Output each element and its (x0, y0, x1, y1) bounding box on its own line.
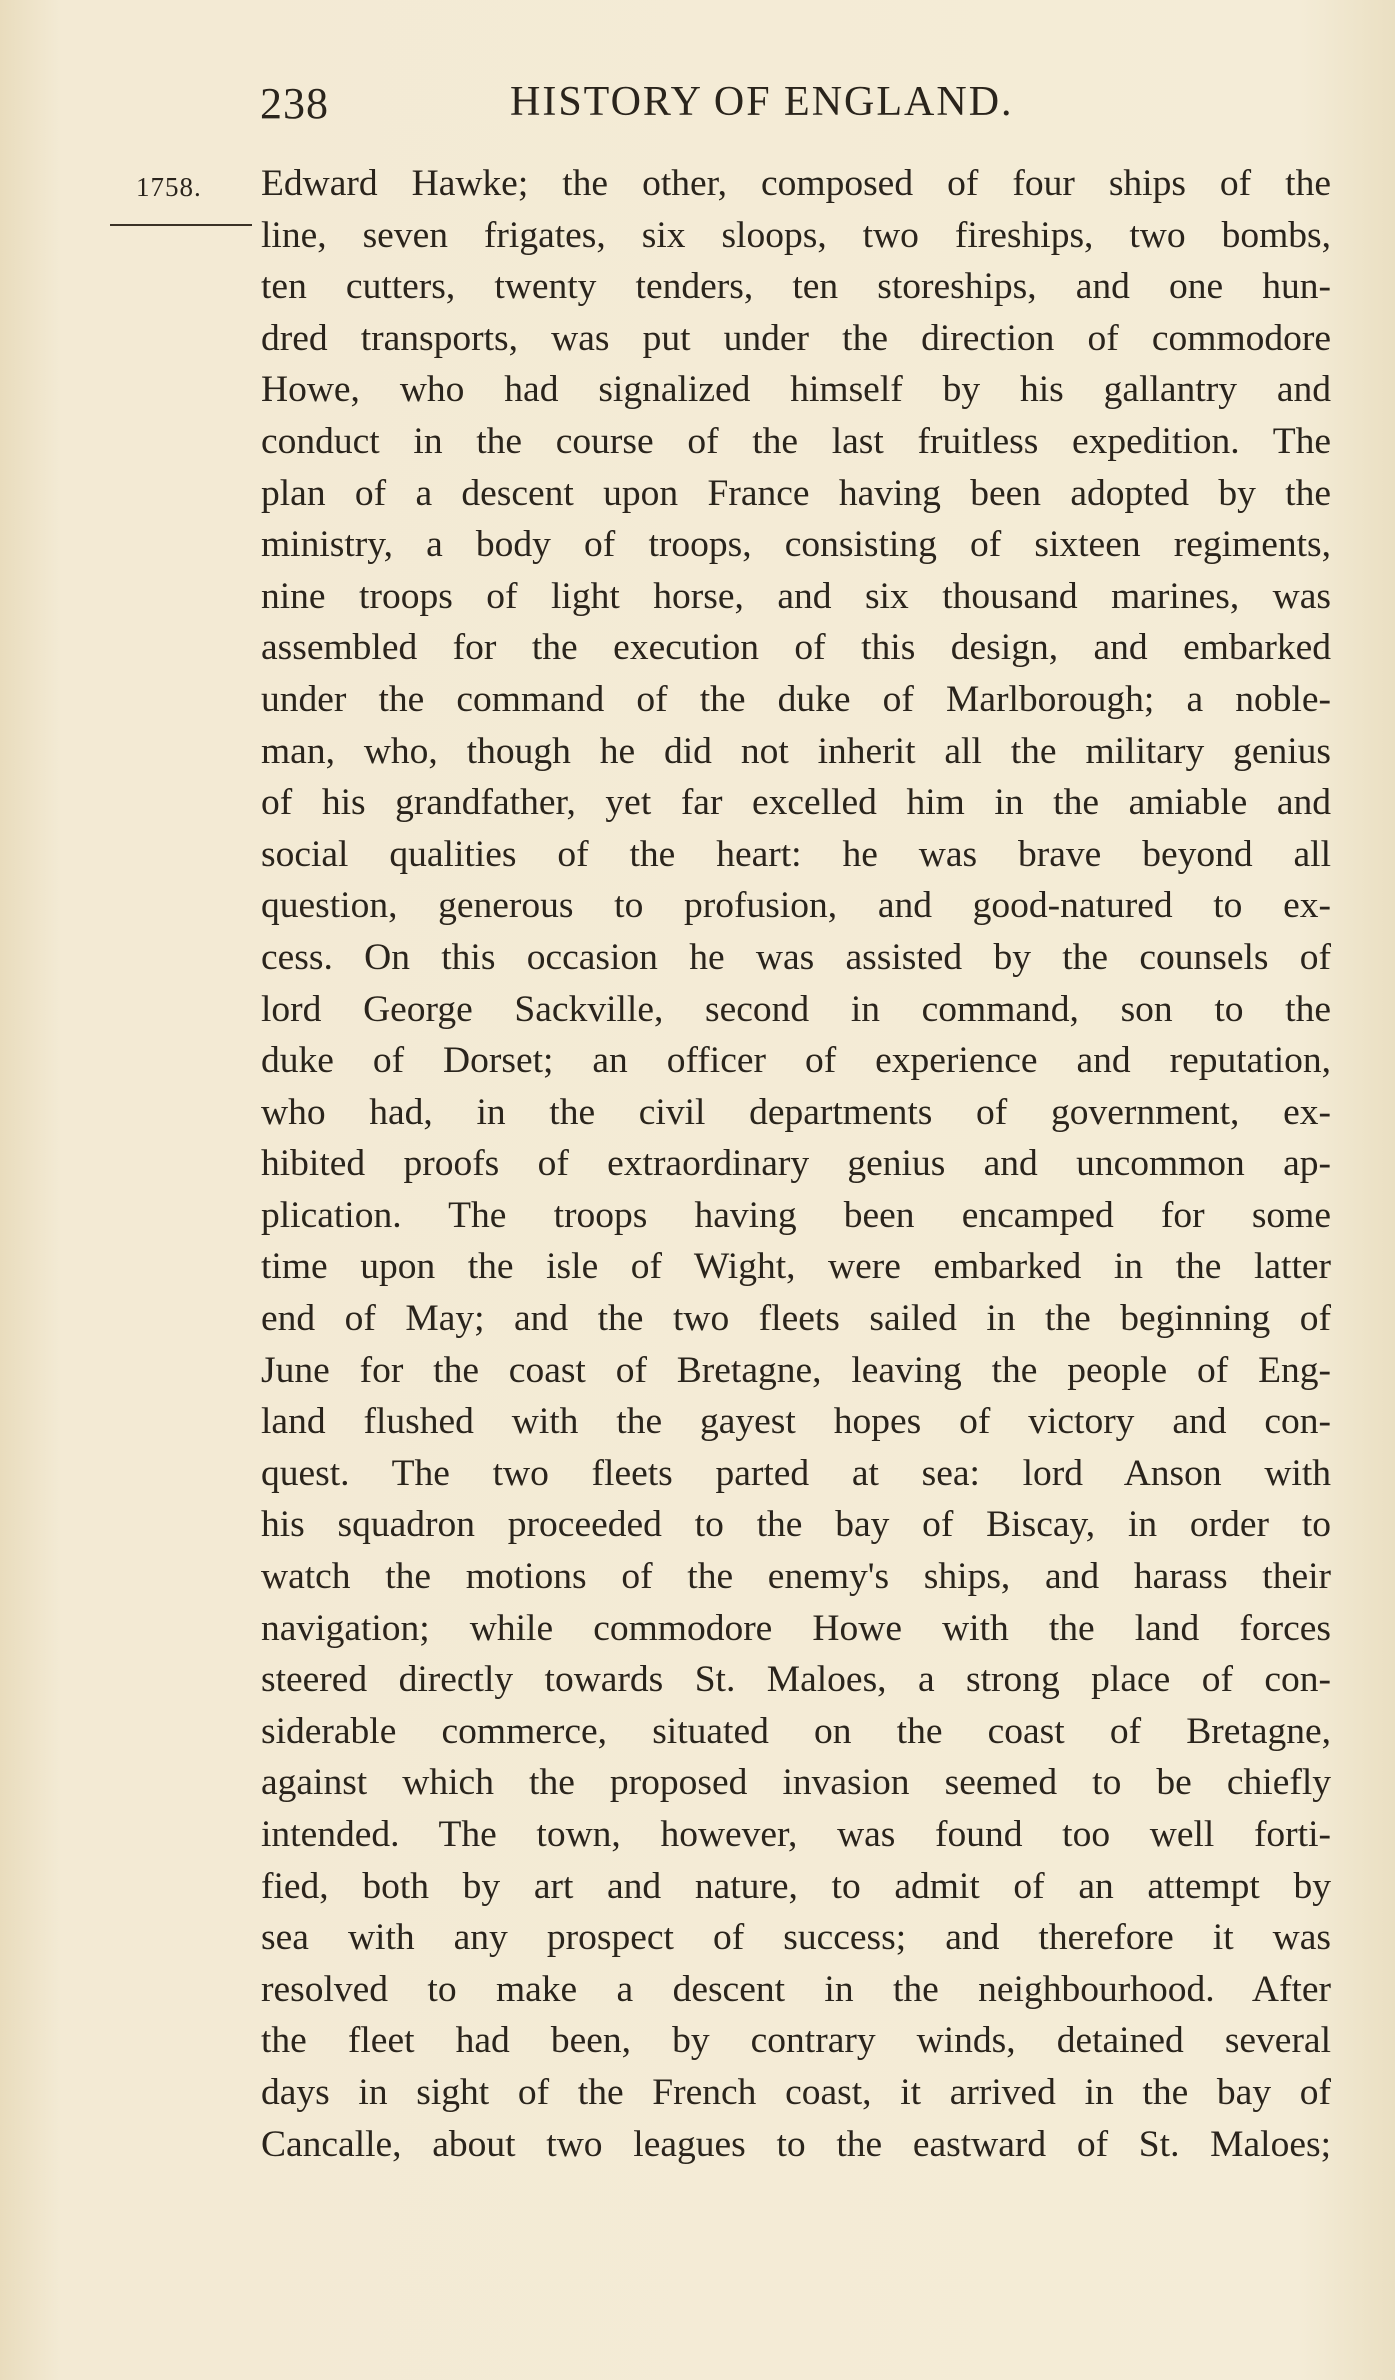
text-line: ministry, a body of troops, consisting of sixteen regiments, (261, 524, 1331, 566)
text-line: question, generous to profusion, and good-natured to ex- (261, 885, 1331, 927)
text-line: Howe, who had signalized himself by his gallantry and (261, 369, 1331, 411)
text-line: of his grandfather, yet far excelled him in the amiable and (261, 782, 1331, 824)
page-header (260, 78, 1120, 128)
text-line: who had, in the civil departments of government, ex- (261, 1091, 1331, 1133)
text-line: dred transports, was put under the direction of commodore (261, 317, 1331, 359)
text-line: steered directly towards St. Maloes, a strong place of con- (261, 1659, 1331, 1701)
text-line: cess. On this occasion he was assisted by the counsels of (261, 936, 1331, 978)
text-line: June for the coast of Bretagne, leaving the people of Eng- (261, 1349, 1331, 1391)
text-line: lord George Sackville, second in command, son to the (261, 988, 1331, 1030)
text-line: assembled for the execution of this design, and embarked (261, 627, 1331, 669)
margin-year: 1758. (136, 172, 202, 202)
text-line: conduct in the course of the last fruitless expedition. The (261, 420, 1331, 462)
text-line: social qualities of the heart: he was brave beyond all (261, 833, 1331, 875)
text-line: hibited proofs of extraordinary genius and uncommon ap- (261, 1143, 1331, 1185)
text-line: time upon the isle of Wight, were embarked in the latter (261, 1246, 1331, 1288)
text-line: duke of Dorset; an officer of experience and reputation, (261, 1040, 1331, 1082)
text-line: end of May; and the two fleets sailed in the beginning of (261, 1298, 1331, 1340)
text-line: plication. The troops having been encamped for some (261, 1194, 1331, 1236)
body-text (261, 158, 1331, 2170)
text-line: sea with any prospect of success; and therefore it was (261, 1917, 1331, 1959)
text-line: intended. The town, however, was found too well forti- (261, 1814, 1331, 1855)
text-line: navigation; while commodore Howe with the land forces (261, 1607, 1331, 1649)
text-line: days in sight of the French coast, it arrived in the bay of (261, 2071, 1331, 2113)
text-line: fied, both by art and nature, to admit of an attempt by (261, 1865, 1331, 1907)
text-line: man, who, though he did not inherit all the military genius (261, 730, 1331, 772)
text-line: Cancalle, about two leagues to the eastward of St. Maloes; (261, 2123, 1331, 2165)
text-line: plan of a descent upon France having been adopted by the (261, 472, 1331, 514)
text-line: siderable commerce, situated on the coast of Bretagne, (261, 1710, 1331, 1752)
text-line: Edward Hawke; the other, composed of four ships of the (261, 163, 1331, 204)
text-line: watch the motions of the enemy's ships, and harass their (261, 1556, 1331, 1598)
page-number: 238 (260, 79, 329, 128)
margin-rule (110, 224, 252, 226)
text-line: ten cutters, twenty tenders, ten storeships, and one hun- (261, 266, 1331, 308)
text-line: under the command of the duke of Marlborough; a noble- (261, 678, 1331, 720)
running-head: HISTORY OF ENGLAND. (510, 79, 1014, 125)
text-line: against which the proposed invasion seemed to be chiefly (261, 1762, 1331, 1804)
text-line: nine troops of light horse, and six thousand marines, was (261, 575, 1331, 617)
text-line: the fleet had been, by contrary winds, detained several (261, 2020, 1331, 2062)
text-line: his squadron proceeded to the bay of Biscay, in order to (261, 1504, 1331, 1546)
text-line: land flushed with the gayest hopes of victory and con- (261, 1401, 1331, 1443)
text-line: line, seven frigates, six sloops, two fireships, two bombs, (261, 214, 1331, 256)
text-line: resolved to make a descent in the neighbourhood. After (261, 1968, 1331, 2010)
text-line: quest. The two fleets parted at sea: lord Anson with (261, 1452, 1331, 1494)
